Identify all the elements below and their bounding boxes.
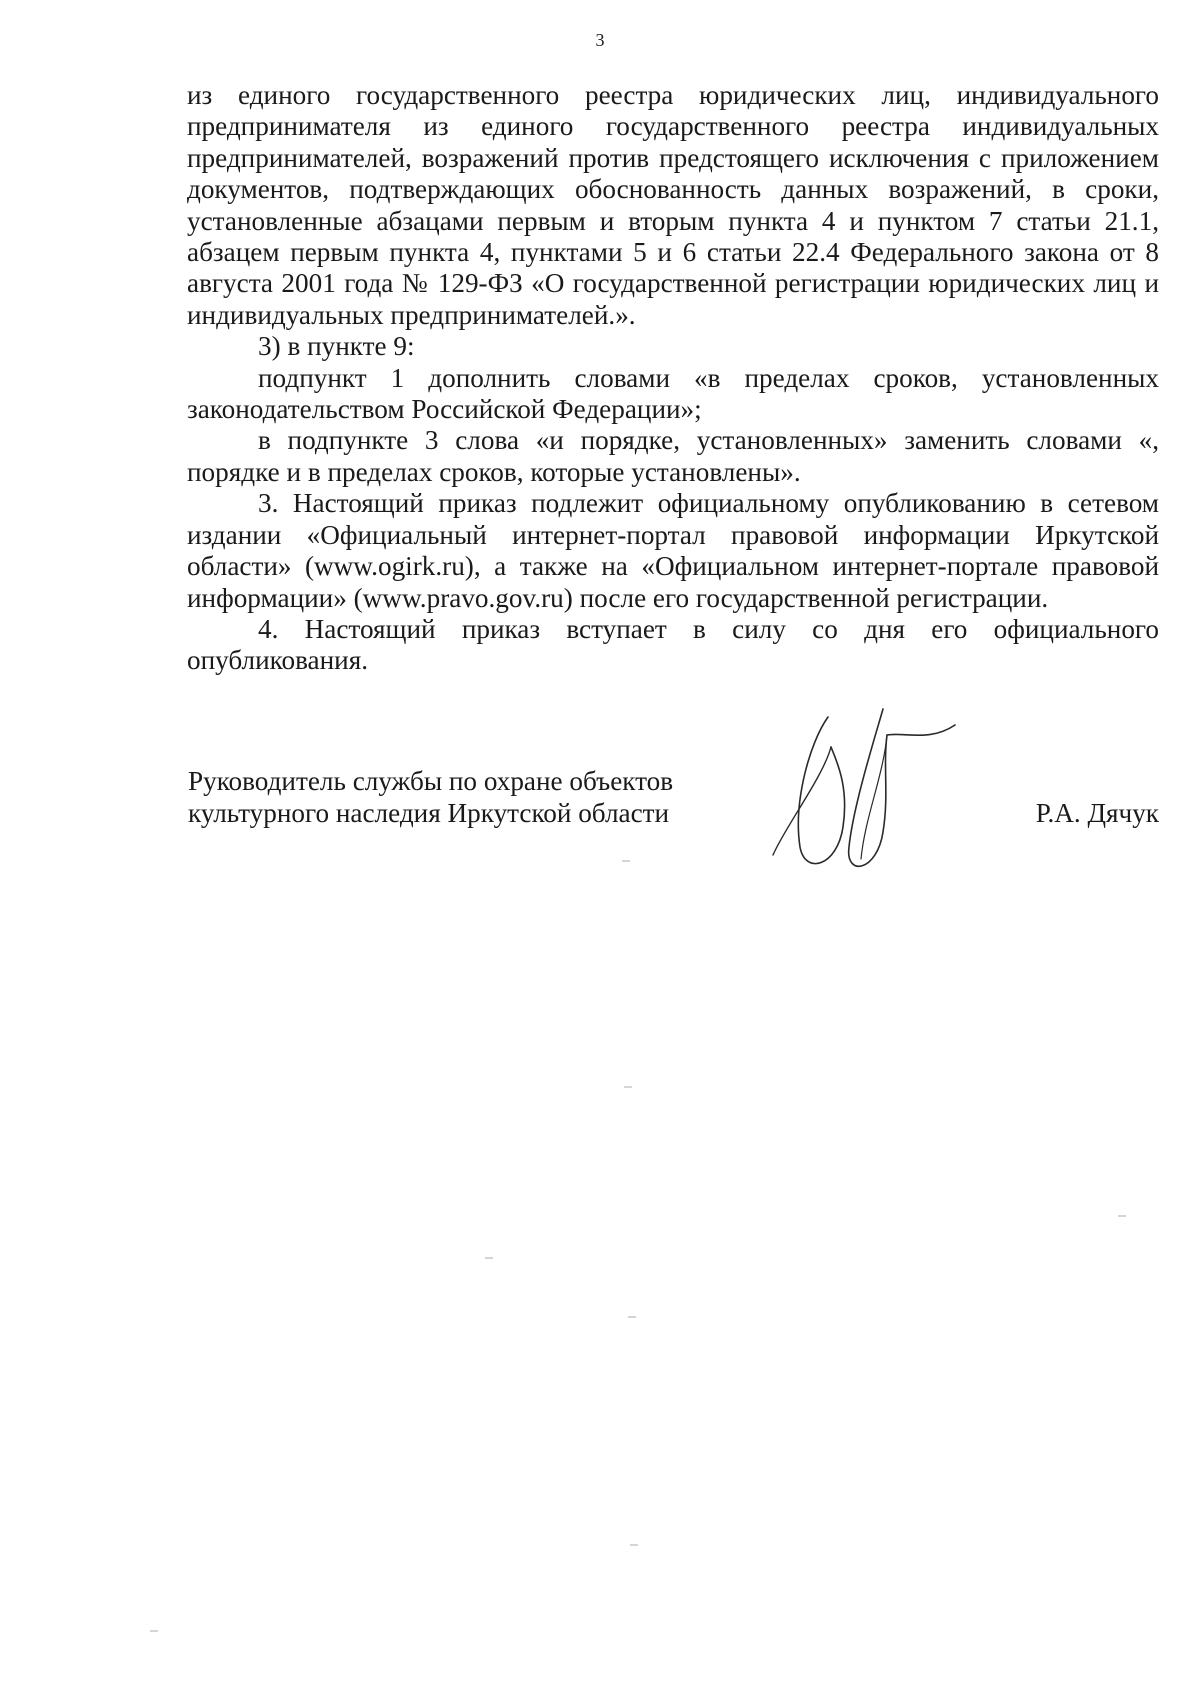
scan-speck	[630, 1544, 638, 1546]
paragraph-subitem-3: 3) в пункте 9:	[258, 331, 415, 362]
signer-title-line-2: культурного наследия Иркутской области	[188, 798, 670, 828]
document-body	[187, 80, 1159, 677]
paragraph-continuation: из единого государственного реестра юридических лиц, индивидуального предпринимателя из единого государственного реестра индивидуальных предпринимателей, возражений против предстоящего исключения с приложением документов, подтверждающих обоснованность данных возражений, в сроки, установленные абзацами первым и вторым пункта 4 и пунктом 7 статьи 21.1, абзацем первым пункта 4, пунктами 5 и 6 статьи 22.4 Федерального закона от 8 августа 2001 года № 129-ФЗ «О государственной регистрации юридических лиц и индивидуальных предпринимателей.».	[187, 80, 1159, 330]
signer-title-line-1: Руководитель службы по охране объектов	[188, 766, 674, 796]
signature-block	[187, 765, 1159, 875]
scan-speck	[485, 1257, 493, 1259]
paragraph-clause-4: 4. Настоящий приказ вступает в силу со дня его официального опубликования.	[187, 613, 1159, 676]
signer-name: Р.А. Дячук	[1035, 798, 1159, 828]
signer-title	[188, 765, 673, 829]
page-number: 3	[595, 30, 605, 50]
scan-speck	[1118, 1215, 1126, 1217]
paragraph-subpoint-1: подпункт 1 дополнить словами «в пределах сроков, установленных законодательством Российской Федерации»;	[187, 362, 1159, 425]
scan-speck	[622, 860, 630, 862]
handwritten-signature	[765, 707, 965, 877]
scan-speck	[628, 1316, 636, 1318]
scan-speck	[624, 1086, 632, 1088]
paragraph-subpoint-3: в подпункте 3 слова «и порядке, установленных» заменить словами «, порядке и в пределах сроков, которые установлены».	[187, 425, 1159, 487]
paragraph-clause-3: 3. Настоящий приказ подлежит официальному опубликованию в сетевом издании «Официальный интернет-портал правовой информации Иркутской области» (www.ogirk.ru), а также на «Официальном интернет-портале правовой информации» (www.pravo.gov.ru) после его государственной регистрации.	[187, 488, 1159, 613]
scan-speck	[150, 1630, 158, 1632]
